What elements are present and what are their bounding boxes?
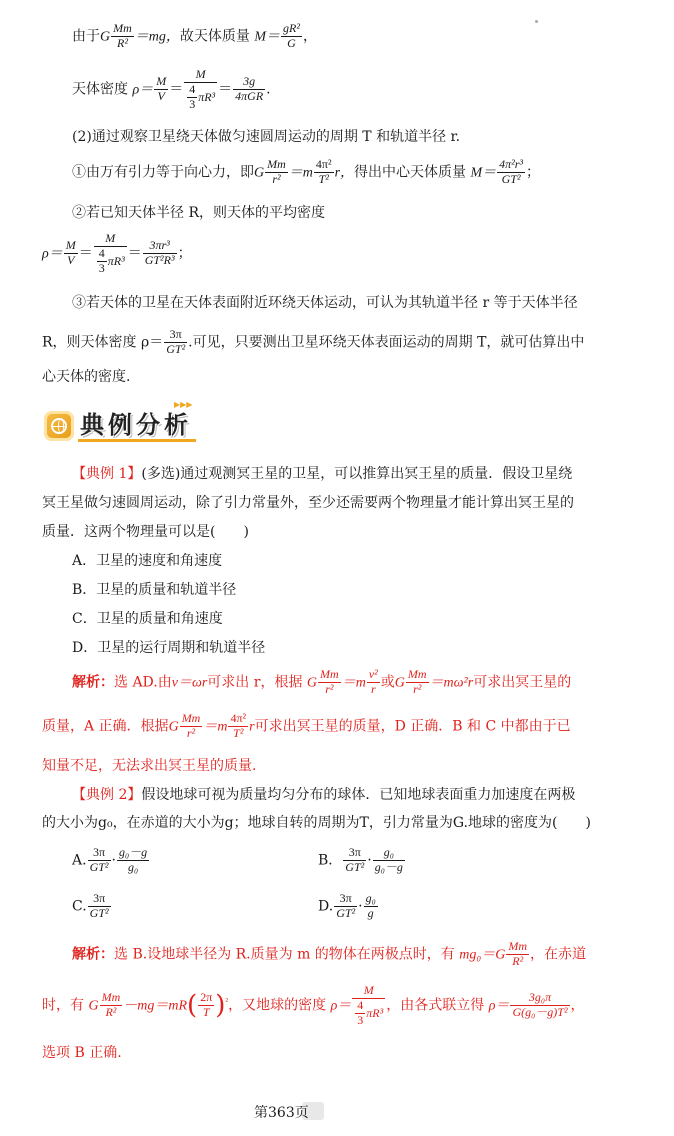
example-2-tag: 【典例 2】 — [72, 787, 142, 803]
line-surface-orbit-2: R，则天体密度 ρ＝ $\frac{3\pi}{\text{GT²}}$ .可见，只要测出卫星环绕天体表面运动的周期 T，就可估算出中 — [42, 327, 585, 356]
frac-M-volume: M $\frac{4}{3}$ πR³ — [184, 68, 217, 111]
example-1-tag: 【典例 1】 — [72, 466, 142, 482]
example-2-solution-1: 解析：选 B.设地球半径为 R.质量为 m 的物体在两极点时，有 mg₀＝G $\frac{Mm}{\text{R²}}$ ，在赤道 — [72, 939, 587, 968]
line-central-mass: ①由万有引力等于向心力，即G $\frac{Mm}{\text{r²}}$ ＝m $\frac{\text{4π²}}{\text{T²}}$ r，得出中心天体质量 M＝ $\frac{\text{4π²r³}}{\text{GT²}}$ ； — [72, 157, 541, 186]
frac-Mm-R2-a: $\frac{Mm}{\text{R²}}$ — [508, 939, 528, 968]
example-2-solution-3: 选项 B 正确. — [42, 1045, 122, 1061]
frac-3pi-GT2-c: $\frac{3\pi}{\text{GT²}}$ — [89, 891, 109, 920]
frac-4-3-3: $\frac{4}{3}$ — [357, 997, 364, 1027]
option-c[interactable]: C．卫星的质量和角速度 — [72, 611, 223, 627]
frac-v2-r: $\frac{\text{v²}}{r}$ — [368, 667, 378, 696]
frac-g0-g: $\frac{\text{g₀}}{g}$ — [365, 891, 376, 920]
title-underline — [78, 439, 196, 442]
frac-M-V-2: $\frac{M}{V}$ — [65, 238, 76, 268]
line-density-eq: 天体密度 ρ＝ $\frac{M}{V}$ ＝ M $\frac{4}{3}$ πR³ ＝ 3g 4πGR . — [72, 67, 271, 111]
frac-3pi-GT2: $\frac{3\pi}{\text{GT²}}$ — [166, 327, 186, 356]
frac-Mm-r2: $\frac{Mm}{\text{r²}}$ — [267, 157, 286, 186]
example-1-solution-3: 知量不足，无法求出冥王星的质量. — [42, 758, 257, 774]
frac-3pi-GT2-a: $\frac{3\pi}{\text{GT²}}$ — [89, 845, 109, 874]
frac-M-V: $\frac{M}{V}$ — [156, 74, 167, 104]
frac-Mm-R2: $\frac{Mm}{\text{R²}}$ — [113, 21, 132, 50]
frac-3pi-GT2-d: $\frac{3\pi}{\text{GT²}}$ — [336, 891, 356, 920]
example-1-line-2: 冥王星做匀速圆周运动，除了引力常量外，至少还需要两个物理量才能计算出冥王星的 — [42, 495, 574, 511]
frac-4-3: $\frac{4}{3}$ — [189, 81, 196, 111]
frac-Mm-r2-a: $\frac{Mm}{\text{r²}}$ — [320, 667, 339, 696]
line-surface-orbit-3: 心天体的密度. — [42, 369, 131, 385]
option-b[interactable]: B．卫星的质量和轨道半径 — [72, 582, 237, 598]
frac-Mm-r2-b: $\frac{Mm}{\text{r²}}$ — [407, 667, 427, 696]
example-2-solution-2: 时，有 G $\frac{Mm}{\text{R²}}$ －mg＝mR( $\frac{2\pi}{T}$ )$^{^2}$，又地球的密度 ρ＝ M $\frac{4}{3}$ πR³ ，由各式联立得 ρ＝ $\frac{\text{3g₀π}}{\text{G(g₀－g)T²}}$ ， — [42, 983, 585, 1027]
frac-3pi-GT2-b: $\frac{3\pi}{\text{GT²}}$ — [345, 845, 365, 874]
frac-3g0pi: $\frac{\text{3g₀π}}{\text{G(g₀－g)T²}}$ — [512, 990, 568, 1020]
frac-gR2-G: $\frac{\text{gR²}}{G}$ — [283, 21, 300, 50]
frac-Mm-R2-b: $\frac{Mm}{\text{R²}}$ — [101, 990, 121, 1020]
option-2a[interactable]: A. $\frac{3\pi}{\text{GT²}}$ · $\frac{\text{g₀－g}}{\text{g₀}}$ — [72, 845, 148, 874]
page-number: 第363页 — [254, 1105, 309, 1121]
frac-M-volume-2: M $\frac{4}{3}$ πR³ — [94, 232, 127, 275]
frac-4pi2-T2-b: $\frac{\text{4π²}}{\text{T²}}$ — [230, 711, 247, 740]
example-1-line-3: 质量．这两个物理量可以是( ) — [42, 524, 249, 540]
corner-dot — [535, 20, 538, 23]
example-1-solution-2: 质量，A 正确．根据G $\frac{Mm}{\text{r²}}$ ＝m $\frac{\text{4π²}}{\text{T²}}$ r可求出冥王星的质量，D 正确．B 和 C 中都由于已 — [42, 711, 571, 740]
section-title: 典例分析 — [80, 411, 192, 439]
frac-4-3-2: $\frac{4}{3}$ — [98, 245, 105, 275]
option-d[interactable]: D．卫星的运行周期和轨道半径 — [72, 640, 266, 656]
example-1-solution-1: 解析：选 AD.由v＝ωr可求出 r，根据 G $\frac{Mm}{\text{r²}}$ ＝m $\frac{\text{v²}}{r}$ 或G $\frac{Mm}{\text{r²}}$ ＝mω²r可求出冥王星的 — [72, 667, 572, 696]
option-2d[interactable]: D. $\frac{3\pi}{\text{GT²}}$ · $\frac{\text{g₀}}{g}$ — [318, 891, 376, 920]
frac-g0-g0mg: $\frac{\text{g₀}}{\text{g₀－g}}$ — [374, 845, 403, 874]
frac-4pi2-T2: $\frac{\text{4π²}}{\text{T²}}$ — [315, 157, 332, 186]
line-density-formula: ρ＝ $\frac{M}{V}$ ＝ M $\frac{4}{3}$ πR³ ＝ $\frac{\text{3πr³}}{\text{GT²R³}}$ ； — [42, 231, 192, 275]
example-2-line-2: 的大小为g₀，在赤道的大小为g；地球自转的周期为T，引力常量为G.地球的密度为( ) — [42, 815, 591, 831]
example-1-line-1: 【典例 1】(多选)通过观测冥王星的卫星，可以推算出冥王星的质量．假设卫星绕 — [72, 466, 573, 482]
option-a[interactable]: A．卫星的速度和角速度 — [72, 553, 223, 569]
line-surface-orbit-1: ③若天体的卫星在天体表面附近环绕天体运动，可认为其轨道半径 r 等于天体半径 — [72, 295, 578, 311]
line-method-2: (2)通过观察卫星绕天体做匀速圆周运动的周期 T 和轨道半径 r. — [72, 129, 461, 145]
line-average-density: ②若已知天体半径 R，则天体的平均密度 — [72, 205, 325, 221]
frac-g0mg-g0: $\frac{\text{g₀－g}}{\text{g₀}}$ — [118, 845, 148, 874]
frac-4pi2r3-GT2: $\frac{\text{4π²r³}}{\text{GT²}}$ — [499, 157, 524, 186]
option-2b[interactable]: B． $\frac{3\pi}{\text{GT²}}$ · $\frac{\text{g₀}}{\text{g₀－g}}$ — [318, 845, 403, 874]
line-weight-eq: 由于G $\frac{Mm}{\text{R²}}$ ＝mg，故天体质量 M＝ $\frac{\text{gR²}}{G}$ ， — [72, 21, 317, 50]
frac-3pir3-GT2R3: $\frac{\text{3πr³}}{\text{GT²R³}}$ — [144, 238, 175, 268]
option-2c[interactable]: C. $\frac{3\pi}{\text{GT²}}$ — [72, 891, 109, 920]
frac-M-volume-3: M $\frac{4}{3}$ πR³ — [352, 984, 385, 1027]
globe-icon — [44, 411, 74, 441]
arrows-icon: ▶▶▶ — [174, 400, 193, 409]
frac-3g-4piGR: 3g 4πGR — [235, 74, 264, 104]
frac-2pi-T: $\frac{2\pi}{T}$ — [200, 990, 213, 1020]
example-2-line-1: 【典例 2】假设地球可视为质量均匀分布的球体．已知地球表面重力加速度在两极 — [72, 787, 576, 803]
frac-Mm-r2-c: $\frac{Mm}{\text{r²}}$ — [181, 711, 201, 740]
